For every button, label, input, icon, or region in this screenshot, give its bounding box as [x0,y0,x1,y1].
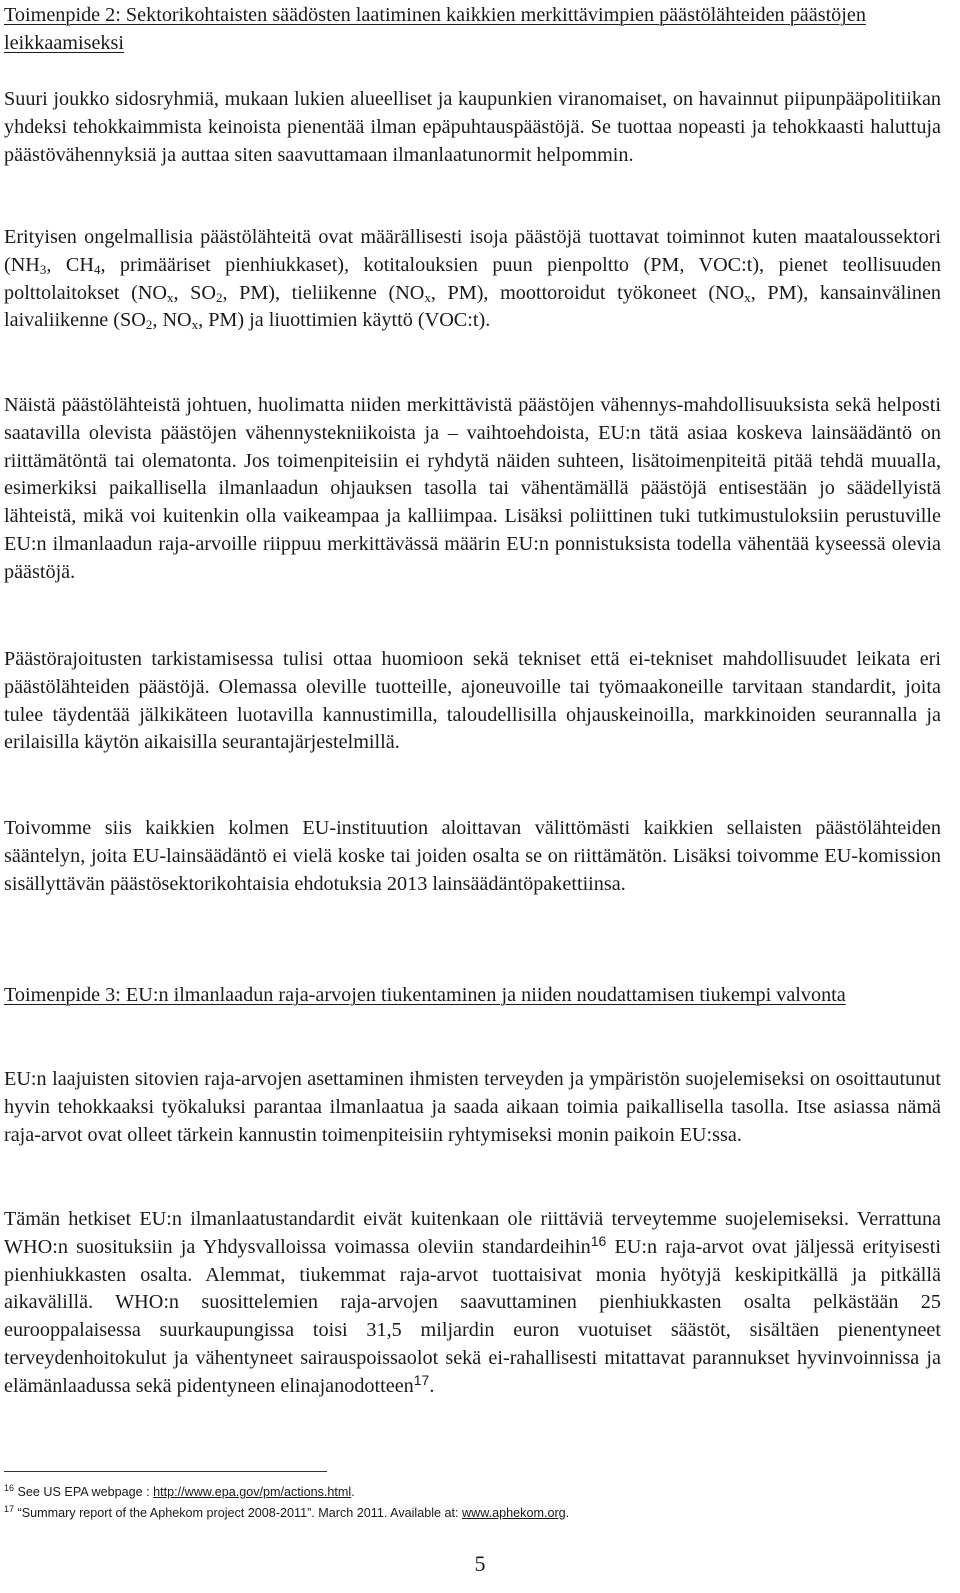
text-run: , PM), kansainvälinen laivaliikenne (SO [4,281,941,332]
footnote-ref-16[interactable]: 16 [590,1232,607,1249]
subscript: x [191,317,199,333]
section-heading-measure-2: Toimenpide 2: Sektorikohtaisten säädösten laatiminen kaikkien merkittävimpien päästölähteiden päästöjen leikkaamiseksi [4,4,866,54]
text-run: EU:n raja-arvot ovat jäljessä erityisesti pienhiukkasten osalta. Alemmat, tiukemmat raja-arvot tuottaisivat monia hyötyjä keskipitkällä ja pitkällä aikavälillä. WHO:n suosittelemien raja-arvojen saavuttaminen pienhiukkasten osalta pelkästään 25 eurooppalaisessa suurkaupungissa toisi 31,5 miljardin euron vuotuiset säästöt, sisältäen pienentyneet terveydenhoitokulut ja vähentyneet sairauspoissaolot sekä ei-rahallisesti mitattavat parannukset hyvinvoinnissa ja elämänlaadussa sekä pidentyneen elinajanodotteen [4,1235,941,1397]
text-run: , PM) ja liuottimien käyttö (VOC:t). [198,309,491,332]
text-run: , NO [152,309,192,332]
subscript: x [424,289,431,305]
footnote-ref-17[interactable]: 17 [413,1371,430,1388]
text-run: , PM), tieliikenne (NO [222,281,425,304]
text-run: Erityisen ongelmallisia päästölähteitä ovat määrällisesti isoja päästöjä tuottavat toiminnot kuten maataloussektori (NH [4,226,941,276]
footnote-divider [4,1471,327,1472]
text-run: Tämän hetkiset EU:n ilmanlaatustandardit eivät kuitenkaan ole riittäviä terveytemme suojelemiseksi. Verrattuna WHO:n suosituksiin ja Yhdysvalloissa voimassa oleviin standardeihin [4,1208,941,1258]
page-number: 5 [474,1551,486,1576]
epa-link[interactable]: http://www.epa.gov/pm/actions.html [153,1485,352,1499]
footnote-text: See US EPA webpage : [14,1485,154,1499]
text-run: , CH [46,253,94,276]
text-run: , primääriset pienhiukkaset), kotitalouksien puun pienpoltto (PM, VOC:t), pienet teollisuuden polttolaitokset (NO [4,253,941,304]
paragraph-3: Näistä päästölähteistä johtuen, huolimatta niiden merkittävistä päästöjen vähennys-mahdollisuuksista sekä helposti saatavilla olevista päästöjen vähennystekniikoista ja – vaihtoehdoista, EU:n tätä asiaa koskeva lainsäädäntö on riittämätöntä tai olematonta. Jos toimenpiteisiin ei ryhdytä näiden suhteen, lisätoimenpiteitä pitää tehdä muualla, esimerkiksi paikallisella ilmanlaadun ohjauksen tasolla tai vähentämällä päästöjä entisestään jo säädellyistä lähteistä, mikä voi kuitenkin olla vaikeampaa ja kalliimpaa. Lisäksi poliittinen tuki tutkimustuloksiin perustuville EU:n ilmanlaadun raja-arvoille riippuu merkittävässä määrin EU:n ponnistuksista todella vähentää kyseessä olevia päästöjä. [4,394,941,583]
text-run: . [429,1374,435,1397]
paragraph-7 [4,1206,941,1401]
paragraph-1: Suuri joukko sidosryhmiä, mukaan lukien alueelliset ja kaupunkien viranomaiset, on havainnut piipunpääpolitiikan yhdeksi tehokkaimmista keinoista pienentää ilman epäpuhtauspäästöjä. Se tuottaa nopeasti ja tehokkaasti haluttuja päästövähennyksiä ja auttaa siten saavuttamaan ilmanlaatunormit helpommin. [4,88,941,166]
subscript: 2 [145,317,153,333]
subscript: 3 [39,261,47,277]
section-heading-measure-3: Toimenpide 3: EU:n ilmanlaadun raja-arvojen tiukentaminen ja niiden noudattamisen tiukempi valvonta [4,984,846,1006]
paragraph-2 [4,224,941,335]
footnote-number: 16 [4,1483,15,1493]
paragraph-5: Toivomme siis kaikkien kolmen EU-instituution aloittavan välittömästi kaikkien sellaisten päästölähteiden sääntelyn, joita EU-lainsäädäntö ei vielä koske tai joiden osalta se on riittämätön. Lisäksi toivomme EU-komission sisällyttävän päästösektorikohtaisia ehdotuksia 2013 lainsäädäntöpakettiinsa. [4,817,941,895]
footnote-number: 17 [4,1504,15,1514]
subscript: 2 [215,289,223,305]
text-run: , SO [173,281,216,304]
aphekom-link[interactable]: www.aphekom.org [462,1506,566,1520]
footnote-text: “Summary report of the Aphekom project 2008-2011”. March 2011. Available at: [14,1506,463,1520]
text-run: , PM), moottoroidut työkoneet (NO [430,281,745,304]
subscript: 4 [93,261,101,277]
paragraph-4: Päästörajoitusten tarkistamisessa tulisi ottaa huomioon sekä tekniset että ei-tekniset mahdollisuudet leikata eri päästölähteiden päästöjä. Olemassa oleville tuotteille, ajoneuvoille tai työmaakoneille tarvitaan standardit, joita tulee täydentää jälkikäteen luotavilla kannustimilla, taloudellisilla ohjauskeinoilla, markkinoiden seurannalla ja erilaisilla käytön aikaisilla seurantajärjestelmillä. [4,648,941,754]
footnote-16 [4,1484,904,1500]
paragraph-6: EU:n laajuisten sitovien raja-arvojen asettaminen ihmisten terveyden ja ympäristön suojelemiseksi on osoittautunut hyvin tehokkaaksi työkaluksi parantaa ilmanlaatua ja saada aikaan toimia paikallisella tasolla. Itse asiassa nämä raja-arvot ovat olleet tärkein kannustin toimenpiteisiin ryhtymiseksi monin paikoin EU:ssa. [4,1068,941,1146]
subscript: x [744,289,751,305]
footnote-text: . [351,1485,355,1499]
footnote-text: . [565,1506,570,1520]
footnote-17 [4,1505,904,1521]
subscript: x [167,289,174,305]
